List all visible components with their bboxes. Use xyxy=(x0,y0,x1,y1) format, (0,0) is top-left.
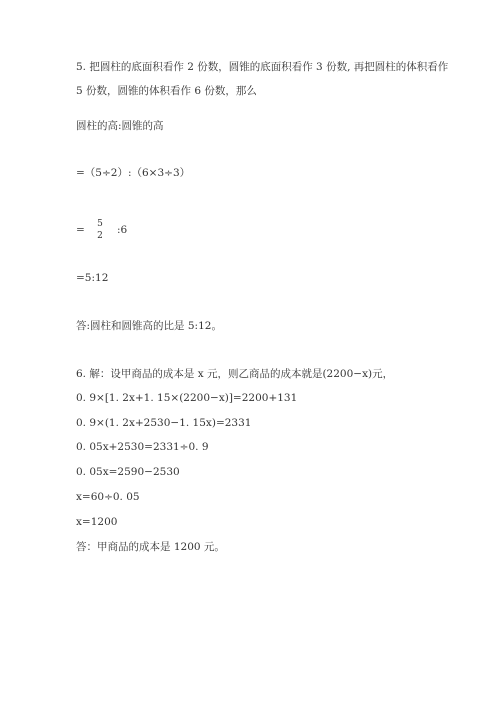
q6-line-3: 0. 9×(1. 2x+2530−1. 15x)=2331 xyxy=(76,417,252,429)
q5-fraction-suffix: :6 xyxy=(117,224,128,236)
q5-fraction-numerator: 5 xyxy=(97,219,103,229)
q5-line-3: 圆柱的高:圆锥的高 xyxy=(76,120,164,132)
q5-line-2: 5 份数，圆锥的体积看作 6 份数，那么 xyxy=(76,85,257,97)
q5-line-4: =（5÷2）:（6×3÷3） xyxy=(76,167,191,179)
q6-line-7: x=1200 xyxy=(76,516,118,528)
q5-fraction-denominator: 2 xyxy=(97,231,103,241)
q5-line-6: =5:12 xyxy=(76,272,109,284)
q5-line-1: 5. 把圆柱的底面积看作 2 份数，圆锥的底面积看作 3 份数, 再把圆柱的体积看作 xyxy=(76,61,449,73)
q6-answer: 答：甲商品的成本是 1200 元。 xyxy=(76,541,225,553)
q6-line-1: 6. 解：设甲商品的成本是 x 元，则乙商品的成本就是(2200−x)元， xyxy=(76,368,394,380)
q6-line-2: 0. 9×[1. 2x+1. 15×(2200−x)]=2200+131 xyxy=(76,392,298,404)
q5-answer: 答:圆柱和圆锥高的比是 5:12。 xyxy=(76,320,222,332)
q6-line-5: 0. 05x=2590−2530 xyxy=(76,466,180,478)
q5-fraction-prefix: = xyxy=(76,224,85,236)
q6-line-6: x=60÷0. 05 xyxy=(76,491,140,503)
q6-line-4: 0. 05x+2530=2331÷0. 9 xyxy=(76,441,209,453)
q5-fraction xyxy=(96,218,104,242)
